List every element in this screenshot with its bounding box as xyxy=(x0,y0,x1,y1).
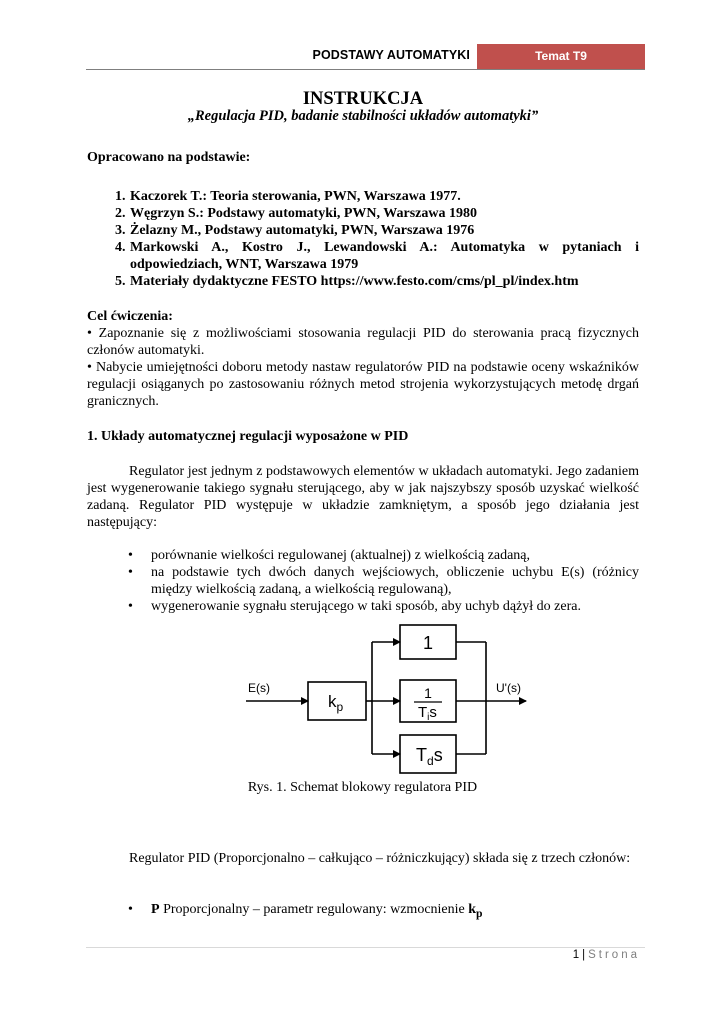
page-footer xyxy=(470,949,640,961)
param-sub: p xyxy=(476,906,483,920)
sources-list xyxy=(87,188,639,290)
list-item-text: na podstawie tych dwóch danych wejściowych, obliczenie uchybu E(s) (różnicy między wielkością zadaną, a wielkością regulowaną), xyxy=(151,565,639,597)
bullet-icon: • xyxy=(128,548,133,563)
pid-components-paragraph: Regulator PID (Proporcjonalno – całkująco – różniczkujący) składa się z trzech członów: xyxy=(129,851,631,866)
derivative-s: s xyxy=(433,745,443,765)
list-item xyxy=(128,598,639,615)
header-title: PODSTAWY AUTOMATYKI xyxy=(312,48,470,62)
document-subtitle: „Regulacja PID, badanie stabilności układów automatyki” xyxy=(187,108,539,124)
term-param xyxy=(468,902,483,920)
param-main: k xyxy=(468,902,477,917)
derivative-label xyxy=(416,745,443,768)
derivative-main: T xyxy=(416,745,427,765)
list-item: 2. Węgrzyn S.: Podstawy automatyki, PWN, Warszawa 1980 xyxy=(129,205,639,222)
section-paragraph: Regulator jest jednym z podstawowych elementów w układach automatyki. Jego zadaniem jest wygenerowanie takiego sygnału sterującego, aby w jak najszybszy sposób uzyskać wielkość zadaną. Regulator PID występuje w układzie zamkniętym, a sposób jego działania jest następujący: xyxy=(87,464,639,530)
list-item: 3. Żelazny M., Podstawy automatyki, PWN, Warszawa 1976 xyxy=(129,222,639,239)
list-item xyxy=(128,902,483,920)
footer-divider xyxy=(86,947,645,948)
derivative-sub: d xyxy=(427,754,434,768)
list-item xyxy=(128,547,639,564)
list-item-text: wygenerowanie sygnału sterującego w taki sposób, aby uchyb dążył do zera. xyxy=(151,599,581,614)
gain-label xyxy=(328,692,344,714)
page-number: 1 xyxy=(572,949,580,961)
bullet-icon: • xyxy=(128,565,133,580)
goal-item: • Zapoznanie się z możliwościami stosowania regulacji PID do sterowania pracą fizycznych członów automatyki. xyxy=(87,326,639,358)
list-item: 5. Materiały dydaktyczne FESTO https://www.festo.com/cms/pl_pl/index.htm xyxy=(129,273,639,290)
topic-tab: Temat T9 xyxy=(477,44,645,69)
goal-item: • Nabycie umiejętności doboru metody nastaw regulatorów PID na podstawie oceny wskaźników regulacji osiąganych po zastosowaniu różnych metod strojenia wykorzystujących metodę drgań granicznych. xyxy=(87,360,639,409)
pid-steps-list xyxy=(87,547,639,615)
integral-denominator xyxy=(418,704,437,723)
bullet-icon: • xyxy=(128,902,133,917)
integral-numerator: 1 xyxy=(424,685,432,701)
page-content xyxy=(87,84,639,615)
pid-block-diagram xyxy=(238,616,528,786)
gain-main: k xyxy=(328,692,337,711)
list-item: 4. Markowski A., Kostro J., Lewandowski A.: Automatyka w pytaniach i odpowiedziach, WNT, Warszawa 1979 xyxy=(129,239,639,273)
integral-den-sub: i xyxy=(427,712,430,723)
list-item xyxy=(128,564,639,598)
document-title: INSTRUKCJA xyxy=(302,89,424,109)
list-item: 1. Kaczorek T.: Teoria sterowania, PWN, Warszawa 1977. xyxy=(129,188,639,205)
integral-den-s: s xyxy=(429,704,437,721)
term-text: Proporcjonalny – parametr regulowany: wzmocnienie xyxy=(159,902,469,917)
bullet-icon: • xyxy=(128,599,133,614)
footer-separator: | xyxy=(582,949,586,961)
section-heading: 1. Układy automatycznej regulacji wyposażone w PID xyxy=(87,429,409,444)
goal-heading: Cel ćwiczenia: xyxy=(87,309,173,324)
sources-heading: Opracowano na podstawie: xyxy=(87,150,251,165)
proportional-label: 1 xyxy=(422,633,434,653)
list-item-text: porównanie wielkości regulowanej (aktualnej) z wielkością zadaną, xyxy=(151,548,531,563)
footer-label: Strona xyxy=(588,949,640,961)
header-divider xyxy=(86,69,645,70)
figure-caption: Rys. 1. Schemat blokowy regulatora PID xyxy=(247,780,478,795)
term-letter: P xyxy=(151,902,160,917)
gain-sub: p xyxy=(336,700,344,714)
input-label: E(s) xyxy=(248,681,270,695)
integral-den-main: T xyxy=(418,704,428,721)
output-label: U'(s) xyxy=(496,681,521,695)
